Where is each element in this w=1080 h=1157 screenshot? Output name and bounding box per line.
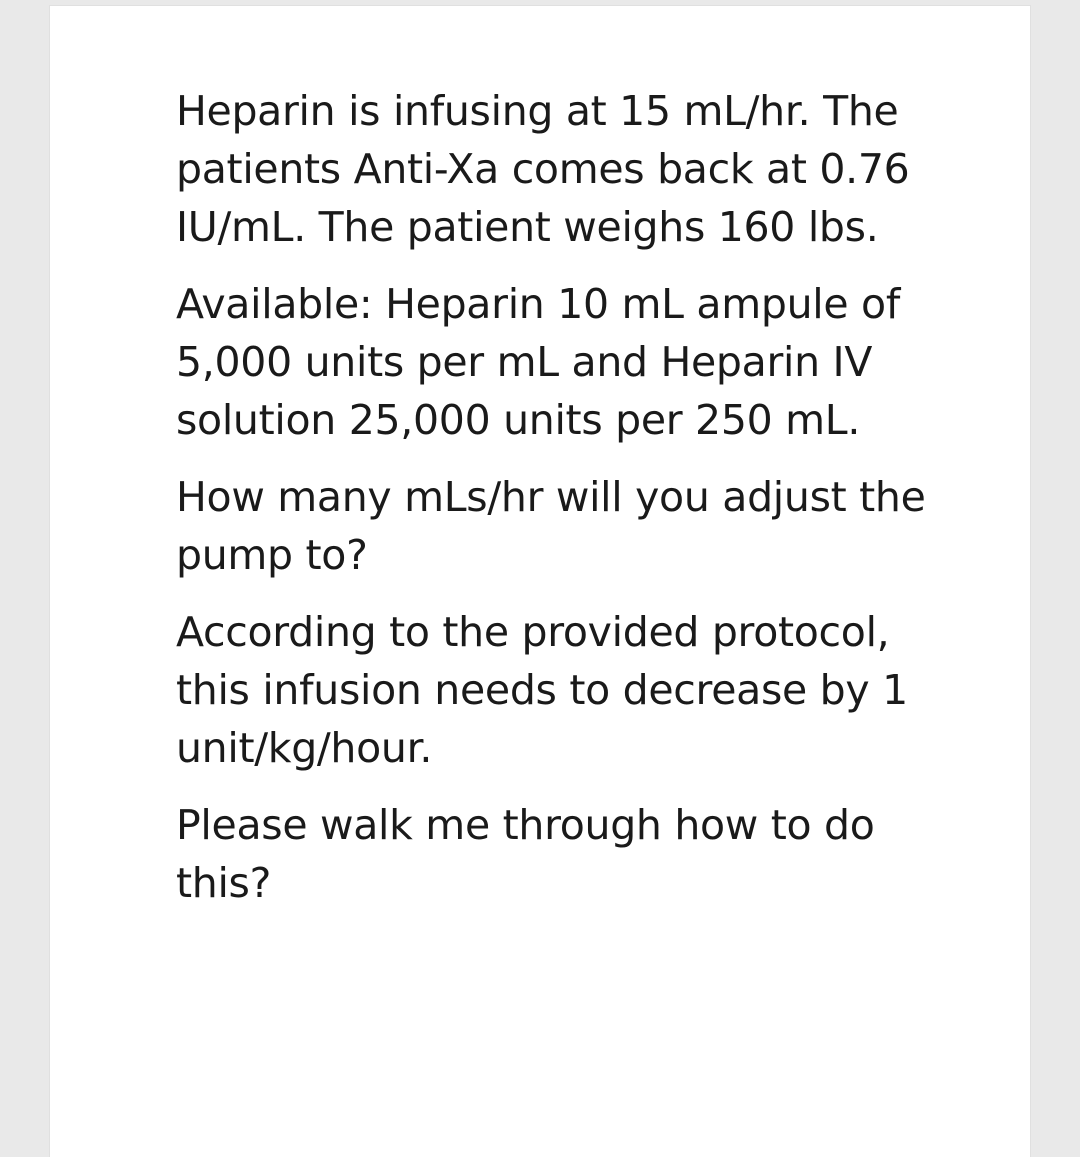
paragraph-request: Please walk me through how to do this? (176, 801, 875, 907)
paragraph-infusion-status: Heparin is infusing at 15 mL/hr. The patients Anti-Xa comes back at 0.76 IU/mL. The patient weighs 160 lbs. (176, 87, 910, 251)
paragraph-protocol: According to the provided protocol, this infusion needs to decrease by 1 unit/kg/hour. (176, 608, 908, 772)
document-page (50, 6, 1030, 1157)
paragraph-question: How many mLs/hr will you adjust the pump to? (176, 473, 926, 579)
paragraph-available-stock: Available: Heparin 10 mL ampule of 5,000 units per mL and Heparin IV solution 25,000 units per 250 mL. (176, 280, 900, 444)
question-text (176, 82, 936, 931)
